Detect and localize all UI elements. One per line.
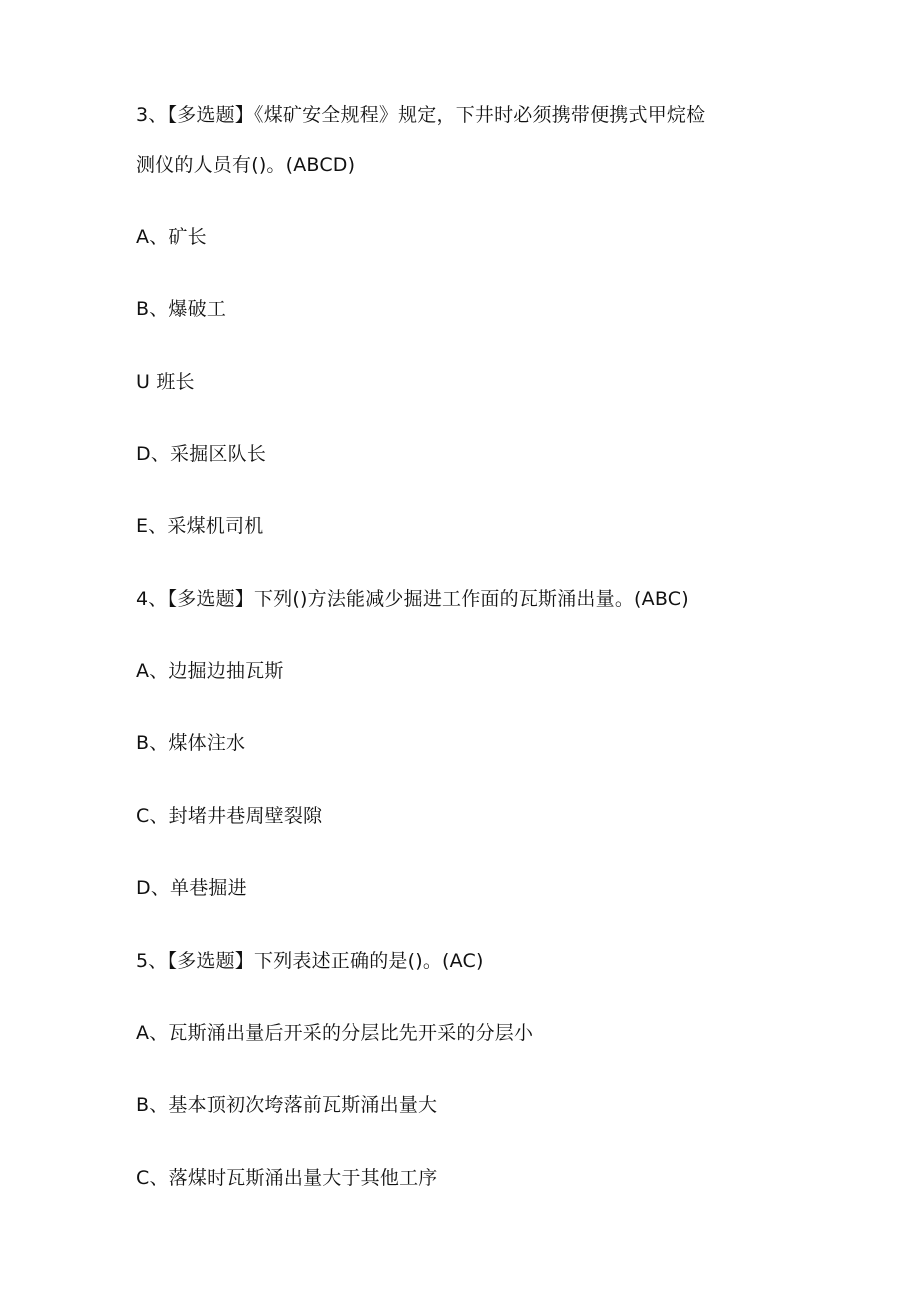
question-5-stem: 5、【多选题】下列表述正确的是()。(AC) <box>136 950 484 972</box>
question-3-stem-line-2: 测仪的人员有()。(ABCD) <box>136 154 356 176</box>
question-4-option-a: A、边掘边抽瓦斯 <box>136 660 284 682</box>
question-3-stem-line-1: 3、【多选题】《煤矿安全规程》规定，下井时必须携带便携式甲烷检 <box>136 104 706 126</box>
question-4-option-d: D、单巷掘进 <box>136 877 247 899</box>
question-4-stem: 4、【多选题】下列()方法能减少掘进工作面的瓦斯涌出量。(ABC) <box>136 588 689 610</box>
question-3-option-a: A、矿长 <box>136 226 207 248</box>
question-3-option-c: U 班长 <box>136 371 195 393</box>
question-4-option-b: B、煤体注水 <box>136 732 246 754</box>
question-3-option-d: D、采掘区队长 <box>136 443 267 465</box>
question-5-option-a: A、瓦斯涌出量后开采的分层比先开采的分层小 <box>136 1022 534 1044</box>
question-3-option-b: B、爆破工 <box>136 298 227 320</box>
question-5-option-b: B、基本顶初次垮落前瓦斯涌出量大 <box>136 1094 438 1116</box>
question-3-option-e: E、采煤机司机 <box>136 515 264 537</box>
question-5-option-c: C、落煤时瓦斯涌出量大于其他工序 <box>136 1167 438 1189</box>
question-4-option-c: C、封堵井巷周壁裂隙 <box>136 805 323 827</box>
